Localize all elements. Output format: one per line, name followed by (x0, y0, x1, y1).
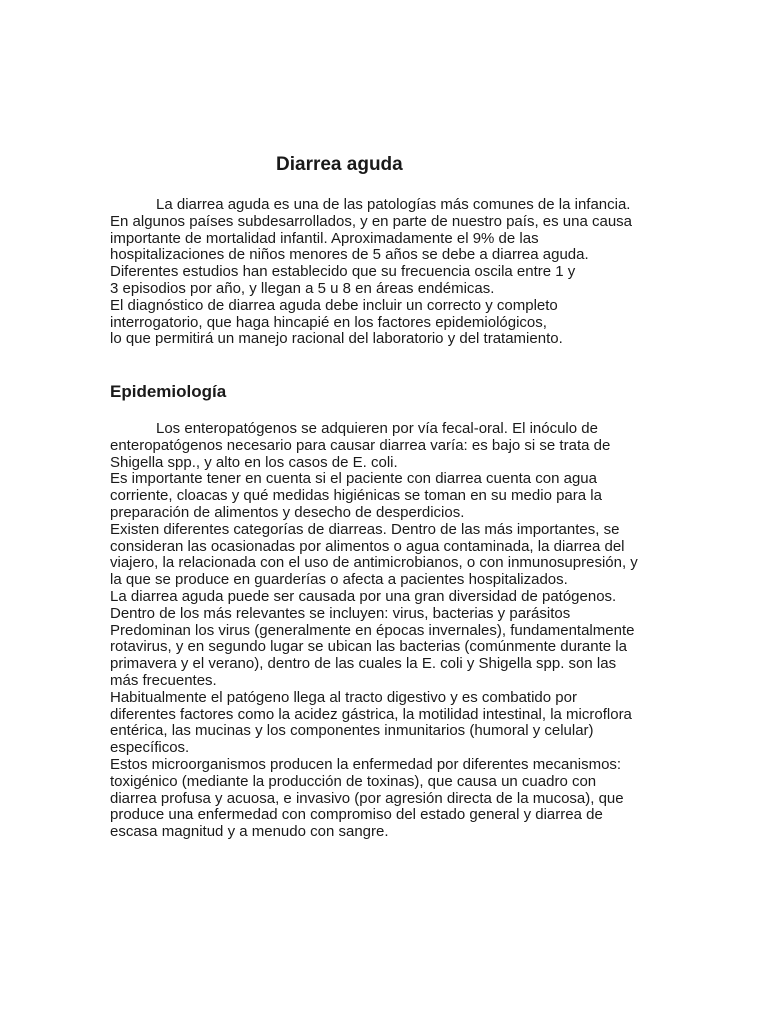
text-line: Es importante tener en cuenta si el paciente con diarrea cuenta con agua (110, 470, 597, 488)
text-line: Los enteropatógenos se adquieren por vía fecal-oral. El inóculo de (156, 420, 598, 437)
text-line: específicos. (110, 739, 190, 757)
text-line: Diferentes estudios han establecido que su frecuencia oscila entre 1 y (110, 263, 576, 281)
text-line: lo que permitirá un manejo racional del laboratorio y del tratamiento. (110, 330, 563, 348)
text-line: corriente, cloacas y qué medidas higiénicas se toman en su medio para la (110, 487, 602, 505)
text-line: Estos microorganismos producen la enfermedad por diferentes mecanismos: (110, 755, 622, 773)
text-line: la que se produce en guarderías o afecta a pacientes hospitalizados. (110, 571, 568, 589)
text-line: toxigénico (mediante la producción de toxinas), que causa un cuadro con (110, 772, 597, 790)
text-line: Predominan los virus (generalmente en épocas invernales), fundamentalmente (110, 621, 635, 639)
text-line: Dentro de los más relevantes se incluyen: virus, bacterias y parásitos (110, 604, 571, 622)
text-line: escasa magnitud y a menudo con sangre. (110, 823, 389, 841)
text-line: enteropatógenos necesario para causar diarrea varía: es bajo si se trata de (110, 436, 611, 454)
text-line: preparación de alimentos y desecho de desperdicios. (110, 503, 465, 521)
text-line: El diagnóstico de diarrea aguda debe incluir un correcto y completo (110, 296, 558, 314)
text-line: 3 episodios por año, y llegan a 5 u 8 en áreas endémicas. (110, 279, 495, 297)
text-line: En algunos países subdesarrollados, y en parte de nuestro país, es una causa (110, 212, 633, 230)
section-heading-epidemiologia: Epidemiología (110, 382, 227, 401)
text-line: diferentes factores como la acidez gástrica, la motilidad intestinal, la microflora (110, 705, 632, 723)
text-line: Existen diferentes categorías de diarreas. Dentro de las más importantes, se (110, 520, 620, 538)
text-line: importante de mortalidad infantil. Aproximadamente el 9% de las (110, 229, 539, 247)
text-line: diarrea profusa y acuosa, e invasivo (por agresión directa de la mucosa), que (110, 789, 624, 807)
text-line: entérica, las mucinas y los componentes inmunitarios (humoral y celular) (110, 722, 594, 740)
intro-paragraph (110, 197, 632, 348)
text-line: más frecuentes. (110, 671, 217, 689)
text-line: rotavirus, y en segundo lugar se ubican las bacterias (comúnmente durante la (110, 638, 627, 656)
text-line: viajero, la relacionada con el uso de antimicrobianos, o con inmunosupresión, y (110, 554, 638, 572)
text-line: consideran las ocasionadas por alimentos o agua contaminada, la diarrea del (110, 537, 625, 555)
text-line: Shigella spp., y alto en los casos de E. coli. (110, 453, 398, 471)
text-line: hospitalizaciones de niños menores de 5 años se debe a diarrea aguda. (110, 246, 589, 264)
text-line: produce una enfermedad con compromiso del estado general y diarrea de (110, 806, 603, 824)
text-line: interrogatorio, que haga hincapié en los factores epidemiológicos, (110, 313, 547, 331)
document-title: Diarrea aguda (276, 154, 403, 175)
text-line: La diarrea aguda es una de las patologías más comunes de la infancia. (156, 196, 631, 213)
epidemiology-paragraph (110, 421, 638, 841)
text-line: La diarrea aguda puede ser causada por una gran diversidad de patógenos. (110, 587, 617, 605)
text-line: primavera y el verano), dentro de las cuales la E. coli y Shigella spp. son las (110, 655, 617, 673)
text-line: Habitualmente el patógeno llega al tracto digestivo y es combatido por (110, 688, 577, 706)
